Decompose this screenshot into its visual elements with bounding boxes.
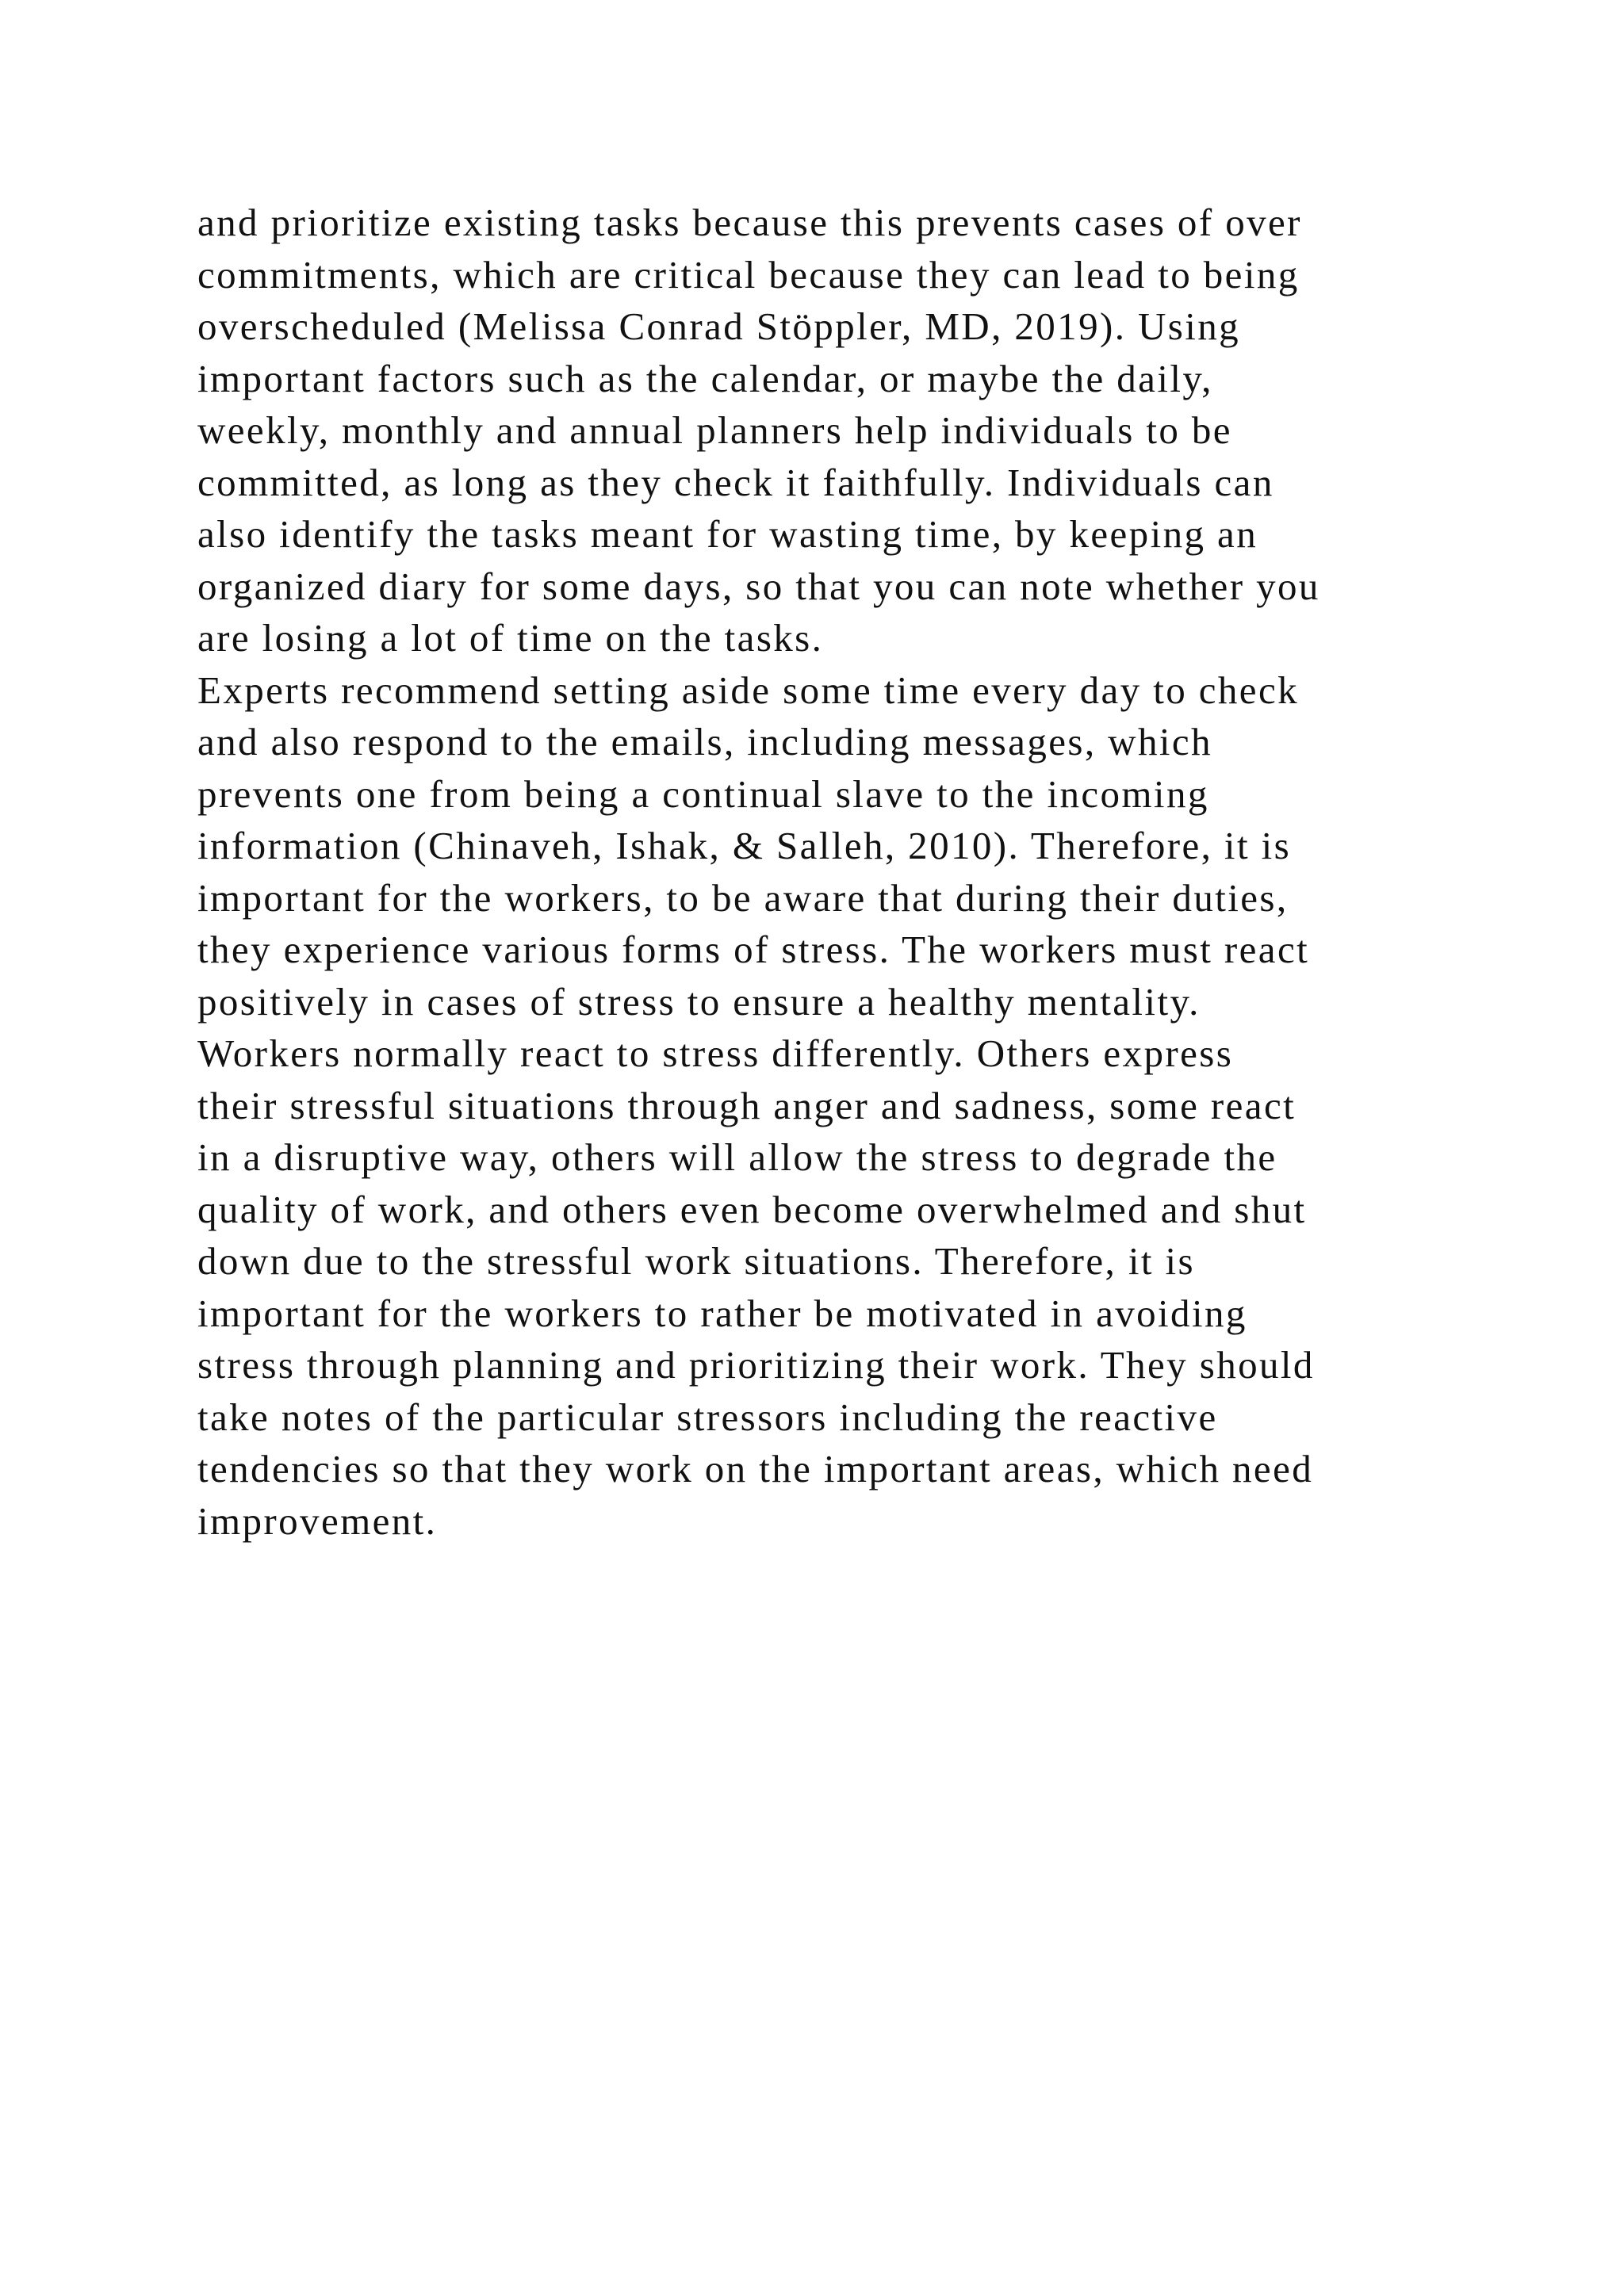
text-line: overscheduled (Melissa Conrad Stöppler, MD, 2019). Using [197,304,1241,348]
text-line: stress through planning and prioritizing their work. They should [197,1343,1315,1387]
text-line: organized diary for some days, so that you can note whether you [197,564,1320,608]
text-line: information (Chinaveh, Ishak, & Salleh, 2010). Therefore, it is [197,824,1292,867]
text-line: important factors such as the calendar, or maybe the daily, [197,356,1213,400]
text-line: are losing a lot of time on the tasks. [197,616,824,660]
text-line: tendencies so that they work on the important areas, which need [197,1447,1314,1490]
text-line: take notes of the particular stressors including the reactive [197,1395,1218,1439]
text-line: also identify the tasks meant for wasting time, by keeping an [197,512,1258,556]
text-line: down due to the stressful work situations. Therefore, it is [197,1239,1195,1283]
text-line: and prioritize existing tasks because this prevents cases of over [197,201,1302,244]
text-line: quality of work, and others even become overwhelmed and shut [197,1187,1307,1231]
text-line: their stressful situations through anger and sadness, some react [197,1083,1297,1127]
text-line: and also respond to the emails, including messages, which [197,720,1212,763]
text-line: committed, as long as they check it faithfully. Individuals can [197,460,1274,504]
text-line: commitments, which are critical because they can lead to being [197,252,1300,297]
text-line: prevents one from being a continual slave to the incoming [197,771,1209,816]
text-line: in a disruptive way, others will allow the stress to degrade the [197,1135,1277,1179]
text-line: important for the workers, to be aware that during their duties, [197,875,1289,920]
text-line: improvement. [197,1498,438,1543]
text-line: Experts recommend setting aside some time every day to check [197,668,1300,712]
text-line: Workers normally react to stress differently. Others express [197,1031,1234,1075]
body-text [197,197,1545,1547]
text-line: weekly, monthly and annual planners help individuals to be [197,408,1232,452]
text-line: important for the workers to rather be motivated in avoiding [197,1291,1247,1335]
text-line: they experience various forms of stress. The workers must react [197,928,1310,971]
text-line: positively in cases of stress to ensure a healthy mentality. [197,979,1201,1024]
